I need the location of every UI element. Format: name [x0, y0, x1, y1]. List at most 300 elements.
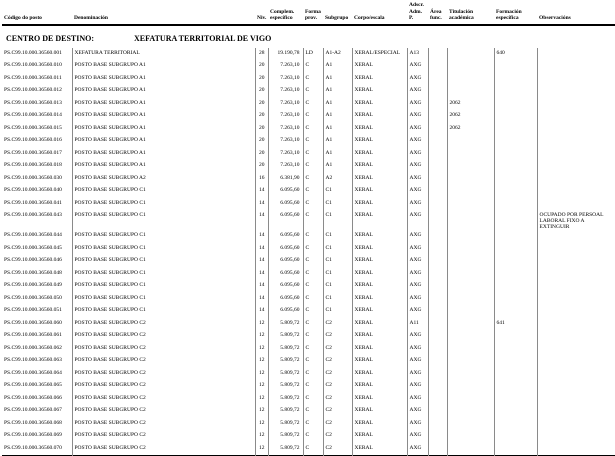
- cell-codigo-posto: PS.C99.10.000.36560.041: [4, 199, 62, 206]
- cell-titulacion-academica: [447, 185, 494, 198]
- centro-destino-row: [2, 25, 615, 48]
- cell-denominacion: POSTO BASE SUBGRUPO A1: [72, 85, 255, 98]
- table-row: [2, 123, 615, 136]
- cell-area-func: [428, 148, 447, 161]
- col-header-denominacion: Denominación: [72, 0, 255, 25]
- cell-forma-provision: C: [303, 343, 323, 356]
- cell-titulacion-academica: [447, 60, 494, 73]
- cell-forma-provision: C: [303, 418, 323, 431]
- cell-adscr-adm-p: AXG: [407, 60, 428, 73]
- cell-titulacion-academica: [447, 405, 494, 418]
- cell-observacions: [537, 98, 615, 111]
- cell-denominacion: POSTO BASE SUBGRUPO C1: [72, 243, 255, 256]
- cell-nivel: 28: [255, 48, 268, 61]
- cell-formacion-especifica: [494, 355, 537, 368]
- cell-forma-provision: C: [303, 73, 323, 86]
- cell-subgrupo: C2: [323, 443, 352, 456]
- cell-codigo-posto: PS.C99.10.000.36560.061: [4, 332, 62, 339]
- cell-observacions: OCUPADO POR PERSOAL LABORAL FIXO A EXTINGUIR: [537, 210, 615, 230]
- cell-formacion-especifica: [494, 343, 537, 356]
- col-header-observacions: Observacións: [537, 0, 615, 25]
- cell-subgrupo: C2: [323, 380, 352, 393]
- cell-codigo-posto: PS.C99.10.000.36560.015: [4, 124, 62, 131]
- cell-formacion-especifica: [494, 98, 537, 111]
- cell-formacion-especifica: [494, 160, 537, 173]
- cell-area-func: [428, 198, 447, 211]
- cell-codigo-posto: PS.C99.10.000.36560.060: [4, 319, 62, 326]
- cell-formacion-especifica: [494, 198, 537, 211]
- cell-formacion-especifica: [494, 173, 537, 186]
- cell-codigo-posto: PS.C99.10.000.36560.067: [4, 407, 62, 414]
- cell-corpo-escala: XERAL: [352, 60, 407, 73]
- cell-adscr-adm-p: AXG: [407, 343, 428, 356]
- cell-codigo-posto: PS.C99.10.000.36560.011: [4, 74, 62, 81]
- cell-adscr-adm-p: AXG: [407, 198, 428, 211]
- cell-subgrupo: A1: [323, 148, 352, 161]
- cell-titulacion-academica: [447, 255, 494, 268]
- cell-nivel: 14: [255, 198, 268, 211]
- cell-observacions: [537, 48, 615, 61]
- cell-codigo-posto: PS.C99.10.000.36560.016: [4, 137, 62, 143]
- cell-adscr-adm-p: AXG: [407, 230, 428, 243]
- cell-denominacion: POSTO BASE SUBGRUPO C2: [72, 418, 255, 431]
- table-row: [2, 185, 615, 198]
- cell-titulacion-academica: 2062: [447, 98, 494, 111]
- cell-subgrupo: C2: [323, 355, 352, 368]
- cell-nivel: 12: [255, 393, 268, 406]
- table-row: [2, 85, 615, 98]
- cell-formacion-especifica: [494, 368, 537, 381]
- cell-subgrupo: C2: [323, 343, 352, 356]
- cell-nivel: 20: [255, 98, 268, 111]
- cell-complemento-especifico: 6.095,60: [268, 280, 303, 293]
- cell-complemento-especifico: 7.263,10: [268, 85, 303, 98]
- cell-corpo-escala: XERAL: [352, 280, 407, 293]
- cell-complemento-especifico: 5.809,72: [268, 380, 303, 393]
- cell-corpo-escala: XERAL: [352, 255, 407, 268]
- cell-area-func: [428, 123, 447, 136]
- cell-denominacion: POSTO BASE SUBGRUPO C2: [72, 443, 255, 456]
- cell-codigo-posto: PS.C99.10.000.36560.063: [4, 357, 62, 364]
- cell-subgrupo: C2: [323, 330, 352, 343]
- cell-area-func: [428, 160, 447, 173]
- cell-codigo-posto: PS.C99.10.000.36560.013: [4, 99, 62, 106]
- cell-titulacion-academica: [447, 268, 494, 281]
- cell-area-func: [428, 430, 447, 443]
- table-row: [2, 210, 615, 230]
- cell-denominacion: POSTO BASE SUBGRUPO A2: [72, 173, 255, 186]
- cell-adscr-adm-p: AXG: [407, 330, 428, 343]
- cell-complemento-especifico: 6.095,60: [268, 243, 303, 256]
- cell-formacion-especifica: [494, 230, 537, 243]
- cell-denominacion: POSTO BASE SUBGRUPO C1: [72, 255, 255, 268]
- table-row: [2, 393, 615, 406]
- cell-adscr-adm-p: AXG: [407, 255, 428, 268]
- cell-denominacion: POSTO BASE SUBGRUPO C1: [72, 280, 255, 293]
- cell-titulacion-academica: [447, 210, 494, 230]
- cell-area-func: [428, 48, 447, 61]
- cell-adscr-adm-p: A13: [407, 48, 428, 61]
- cell-observacions: [537, 173, 615, 186]
- cell-subgrupo: A1: [323, 73, 352, 86]
- table-row: [2, 368, 615, 381]
- cell-nivel: 14: [255, 280, 268, 293]
- cell-adscr-adm-p: AXG: [407, 73, 428, 86]
- cell-adscr-adm-p: AXG: [407, 305, 428, 318]
- cell-complemento-especifico: 5.809,72: [268, 355, 303, 368]
- cell-titulacion-academica: 2062: [447, 123, 494, 136]
- table-row: [2, 380, 615, 393]
- cell-subgrupo: A1: [323, 98, 352, 111]
- table-row: [2, 173, 615, 186]
- cell-complemento-especifico: 6.095,60: [268, 305, 303, 318]
- cell-observacions: [537, 110, 615, 123]
- cell-area-func: [428, 293, 447, 306]
- cell-nivel: 20: [255, 148, 268, 161]
- cell-observacions: [537, 293, 615, 306]
- cell-nivel: 14: [255, 243, 268, 256]
- table-body: [2, 48, 615, 456]
- cell-observacions: [537, 330, 615, 343]
- cell-formacion-especifica: [494, 185, 537, 198]
- cell-nivel: 14: [255, 268, 268, 281]
- cell-forma-provision: C: [303, 443, 323, 456]
- col-header-formacion-especifica: Formación específica: [494, 0, 537, 25]
- cell-denominacion: POSTO BASE SUBGRUPO C2: [72, 393, 255, 406]
- table-row: [2, 443, 615, 456]
- cell-forma-provision: C: [303, 430, 323, 443]
- table-row: [2, 355, 615, 368]
- cell-observacions: [537, 355, 615, 368]
- cell-codigo-posto: PS.C99.10.000.36560.045: [4, 244, 62, 251]
- cell-nivel: 20: [255, 73, 268, 86]
- cell-titulacion-academica: [447, 280, 494, 293]
- cell-adscr-adm-p: AXG: [407, 293, 428, 306]
- cell-adscr-adm-p: AXG: [407, 110, 428, 123]
- cell-area-func: [428, 210, 447, 230]
- table-header: [2, 0, 615, 25]
- cell-complemento-especifico: 5.809,72: [268, 330, 303, 343]
- cell-nivel: 12: [255, 405, 268, 418]
- cell-subgrupo: C1: [323, 293, 352, 306]
- cell-forma-provision: C: [303, 293, 323, 306]
- cell-nivel: 14: [255, 210, 268, 230]
- cell-complemento-especifico: 7.263,10: [268, 60, 303, 73]
- cell-subgrupo: C2: [323, 318, 352, 331]
- cell-titulacion-academica: [447, 230, 494, 243]
- cell-corpo-escala: XERAL: [352, 405, 407, 418]
- col-header-subgrupo: Subgrupo: [323, 0, 352, 25]
- cell-subgrupo: A1: [323, 160, 352, 173]
- cell-forma-provision: C: [303, 330, 323, 343]
- cell-nivel: 20: [255, 110, 268, 123]
- cell-denominacion: POSTO BASE SUBGRUPO C1: [72, 268, 255, 281]
- cell-area-func: [428, 73, 447, 86]
- cell-forma-provision: C: [303, 173, 323, 186]
- table-row: [2, 243, 615, 256]
- cell-nivel: 16: [255, 173, 268, 186]
- cell-denominacion: POSTO BASE SUBGRUPO C1: [72, 185, 255, 198]
- cell-denominacion: POSTO BASE SUBGRUPO C2: [72, 355, 255, 368]
- cell-corpo-escala: XERAL: [352, 160, 407, 173]
- table-row: [2, 198, 615, 211]
- cell-nivel: 14: [255, 293, 268, 306]
- centro-destino-label: CENTRO DE DESTINO:: [6, 33, 95, 43]
- centro-destino-value: XEFATURA TERRITORIAL DE VIGO: [134, 33, 272, 43]
- cell-formacion-especifica: [494, 293, 537, 306]
- cell-nivel: 20: [255, 135, 268, 148]
- cell-area-func: [428, 405, 447, 418]
- cell-observacions: [537, 255, 615, 268]
- cell-complemento-especifico: 7.263,10: [268, 123, 303, 136]
- cell-corpo-escala: XERAL: [352, 318, 407, 331]
- cell-subgrupo: A2: [323, 173, 352, 186]
- cell-denominacion: POSTO BASE SUBGRUPO C2: [72, 405, 255, 418]
- table-row: [2, 280, 615, 293]
- cell-codigo-posto: PS.C99.10.000.36560.068: [4, 419, 62, 426]
- cell-complemento-especifico: 6.095,60: [268, 198, 303, 211]
- cell-codigo-posto: PS.C99.10.000.36560.049: [4, 282, 62, 289]
- cell-observacions: [537, 243, 615, 256]
- cell-complemento-especifico: 6.095,60: [268, 230, 303, 243]
- cell-subgrupo: A1-A2: [323, 48, 352, 61]
- cell-adscr-adm-p: AXG: [407, 160, 428, 173]
- cell-complemento-especifico: 7.263,10: [268, 98, 303, 111]
- cell-observacions: [537, 405, 615, 418]
- cell-titulacion-academica: [447, 85, 494, 98]
- cell-titulacion-academica: [447, 443, 494, 456]
- table-row: [2, 73, 615, 86]
- cell-adscr-adm-p: AXG: [407, 393, 428, 406]
- cell-denominacion: POSTO BASE SUBGRUPO C2: [72, 430, 255, 443]
- cell-corpo-escala: XERAL: [352, 355, 407, 368]
- cell-forma-provision: C: [303, 268, 323, 281]
- cell-corpo-escala: XERAL: [352, 73, 407, 86]
- cell-corpo-escala: XERAL: [352, 123, 407, 136]
- cell-codigo-posto: PS.C99.10.000.36560.048: [4, 269, 62, 276]
- cell-adscr-adm-p: AXG: [407, 135, 428, 148]
- cell-nivel: 20: [255, 60, 268, 73]
- cell-subgrupo: C2: [323, 430, 352, 443]
- cell-observacions: [537, 135, 615, 148]
- cell-observacions: [537, 305, 615, 318]
- centro-destino-section: [2, 25, 615, 48]
- cell-area-func: [428, 98, 447, 111]
- cell-adscr-adm-p: AXG: [407, 210, 428, 230]
- cell-corpo-escala: XERAL: [352, 443, 407, 456]
- cell-forma-provision: C: [303, 148, 323, 161]
- cell-adscr-adm-p: AXG: [407, 85, 428, 98]
- cell-complemento-especifico: 5.809,72: [268, 343, 303, 356]
- cell-subgrupo: C1: [323, 280, 352, 293]
- cell-nivel: 12: [255, 443, 268, 456]
- table-row: [2, 430, 615, 443]
- cell-codigo-posto: PS.C99.10.000.36560.044: [4, 232, 62, 239]
- cell-denominacion: POSTO BASE SUBGRUPO C1: [72, 293, 255, 306]
- cell-adscr-adm-p: AXG: [407, 243, 428, 256]
- cell-adscr-adm-p: AXG: [407, 148, 428, 161]
- cell-titulacion-academica: [447, 330, 494, 343]
- cell-forma-provision: C: [303, 355, 323, 368]
- cell-complemento-especifico: 5.809,72: [268, 393, 303, 406]
- table-row: [2, 148, 615, 161]
- cell-formacion-especifica: [494, 430, 537, 443]
- cell-observacions: [537, 368, 615, 381]
- cell-area-func: [428, 268, 447, 281]
- cell-corpo-escala: XERAL: [352, 98, 407, 111]
- cell-codigo-posto: PS.C99.10.000.36560.046: [4, 257, 62, 264]
- cell-observacions: [537, 85, 615, 98]
- cell-forma-provision: C: [303, 405, 323, 418]
- cell-adscr-adm-p: AXG: [407, 123, 428, 136]
- cell-subgrupo: A1: [323, 123, 352, 136]
- cell-adscr-adm-p: AXG: [407, 173, 428, 186]
- cell-area-func: [428, 280, 447, 293]
- cell-denominacion: POSTO BASE SUBGRUPO C2: [72, 343, 255, 356]
- cell-nivel: 12: [255, 380, 268, 393]
- cell-observacions: [537, 280, 615, 293]
- cell-titulacion-academica: 2062: [447, 110, 494, 123]
- cell-corpo-escala: XERAL: [352, 305, 407, 318]
- table-row: [2, 48, 615, 61]
- col-header-corpo-escala: Corpo/escala: [352, 0, 407, 25]
- cell-denominacion: POSTO BASE SUBGRUPO C1: [72, 305, 255, 318]
- cell-codigo-posto: PS.C99.10.000.36560.001: [4, 49, 62, 56]
- cell-denominacion: POSTO BASE SUBGRUPO C2: [72, 330, 255, 343]
- cell-observacions: [537, 268, 615, 281]
- cell-subgrupo: C2: [323, 418, 352, 431]
- cell-titulacion-academica: [447, 305, 494, 318]
- table-row: [2, 418, 615, 431]
- cell-forma-provision: C: [303, 230, 323, 243]
- table-row: [2, 318, 615, 331]
- cell-adscr-adm-p: AXG: [407, 418, 428, 431]
- cell-denominacion: POSTO BASE SUBGRUPO A1: [72, 148, 255, 161]
- cell-complemento-especifico: 19.190,78: [268, 48, 303, 61]
- cell-adscr-adm-p: AXG: [407, 280, 428, 293]
- cell-denominacion: POSTO BASE SUBGRUPO A1: [72, 135, 255, 148]
- cell-denominacion: POSTO BASE SUBGRUPO C1: [72, 230, 255, 243]
- cell-area-func: [428, 368, 447, 381]
- cell-forma-provision: C: [303, 243, 323, 256]
- cell-formacion-especifica: [494, 305, 537, 318]
- cell-observacions: [537, 430, 615, 443]
- cell-formacion-especifica: [494, 443, 537, 456]
- cell-observacions: [537, 60, 615, 73]
- cell-codigo-posto: PS.C99.10.000.36560.043: [4, 212, 62, 218]
- cell-area-func: [428, 185, 447, 198]
- cell-observacions: [537, 380, 615, 393]
- cell-adscr-adm-p: AXG: [407, 268, 428, 281]
- cell-area-func: [428, 318, 447, 331]
- cell-titulacion-academica: [447, 343, 494, 356]
- cell-observacions: [537, 443, 615, 456]
- cell-corpo-escala: XERAL: [352, 110, 407, 123]
- cell-codigo-posto: PS.C99.10.000.36560.012: [4, 87, 62, 93]
- cell-nivel: 12: [255, 368, 268, 381]
- cell-corpo-escala: XERAL: [352, 380, 407, 393]
- cell-observacions: [537, 343, 615, 356]
- cell-subgrupo: C2: [323, 393, 352, 406]
- centro-destino-cell: [2, 25, 615, 48]
- cell-corpo-escala: XERAL: [352, 393, 407, 406]
- cell-formacion-especifica: [494, 148, 537, 161]
- cell-complemento-especifico: 5.809,72: [268, 443, 303, 456]
- cell-corpo-escala: XERAL: [352, 210, 407, 230]
- cell-titulacion-academica: [447, 135, 494, 148]
- cell-corpo-escala: XERAL: [352, 330, 407, 343]
- cell-complemento-especifico: 7.263,10: [268, 160, 303, 173]
- cell-complemento-especifico: 7.263,10: [268, 73, 303, 86]
- cell-adscr-adm-p: AXG: [407, 430, 428, 443]
- cell-area-func: [428, 380, 447, 393]
- cell-denominacion: POSTO BASE SUBGRUPO C2: [72, 318, 255, 331]
- cell-complemento-especifico: 6.095,60: [268, 255, 303, 268]
- table-row: [2, 135, 615, 148]
- cell-adscr-adm-p: AXG: [407, 355, 428, 368]
- cell-denominacion: POSTO BASE SUBGRUPO A1: [72, 110, 255, 123]
- cell-codigo-posto: PS.C99.10.000.36560.064: [4, 369, 62, 376]
- cell-adscr-adm-p: AXG: [407, 380, 428, 393]
- cell-area-func: [428, 255, 447, 268]
- cell-forma-provision: C: [303, 255, 323, 268]
- cell-codigo-posto: PS.C99.10.000.36560.051: [4, 307, 62, 314]
- cell-denominacion: XEFATURA TERRITORIAL: [72, 48, 255, 61]
- cell-area-func: [428, 230, 447, 243]
- cell-subgrupo: C2: [323, 405, 352, 418]
- cell-forma-provision: C: [303, 393, 323, 406]
- cell-formacion-especifica: [494, 60, 537, 73]
- cell-complemento-especifico: 5.809,72: [268, 418, 303, 431]
- col-header-nivel: Niv.: [255, 0, 268, 25]
- cell-titulacion-academica: [447, 393, 494, 406]
- table-row: [2, 230, 615, 243]
- cell-denominacion: POSTO BASE SUBGRUPO A1: [72, 73, 255, 86]
- cell-forma-provision: C: [303, 318, 323, 331]
- cell-codigo-posto: PS.C99.10.000.36560.040: [4, 187, 62, 193]
- cell-complemento-especifico: 6.381,90: [268, 173, 303, 186]
- cell-denominacion: POSTO BASE SUBGRUPO C1: [72, 198, 255, 211]
- cell-area-func: [428, 343, 447, 356]
- cell-area-func: [428, 243, 447, 256]
- cell-codigo-posto: PS.C99.10.000.36560.070: [4, 444, 62, 451]
- cell-observacions: [537, 73, 615, 86]
- cell-formacion-especifica: [494, 405, 537, 418]
- table-row: [2, 343, 615, 356]
- cell-titulacion-academica: [447, 418, 494, 431]
- cell-codigo-posto: PS.C99.10.000.36560.010: [4, 62, 62, 68]
- cell-area-func: [428, 60, 447, 73]
- cell-corpo-escala: XERAL/ESPECIAL: [352, 48, 407, 61]
- cell-titulacion-academica: [447, 318, 494, 331]
- cell-complemento-especifico: 5.809,72: [268, 430, 303, 443]
- cell-denominacion: POSTO BASE SUBGRUPO A1: [72, 60, 255, 73]
- cell-observacions: [537, 318, 615, 331]
- cell-titulacion-academica: [447, 148, 494, 161]
- col-header-area-func: Área func.: [428, 0, 447, 25]
- cell-formacion-especifica: 640: [494, 48, 537, 61]
- cell-observacions: [537, 393, 615, 406]
- cell-formacion-especifica: [494, 110, 537, 123]
- cell-forma-provision: C: [303, 210, 323, 230]
- cell-nivel: 12: [255, 343, 268, 356]
- cell-corpo-escala: XERAL: [352, 243, 407, 256]
- cell-formacion-especifica: [494, 243, 537, 256]
- cell-subgrupo: C1: [323, 305, 352, 318]
- cell-complemento-especifico: 5.809,72: [268, 368, 303, 381]
- cell-forma-provision: C: [303, 60, 323, 73]
- cell-denominacion: POSTO BASE SUBGRUPO C2: [72, 368, 255, 381]
